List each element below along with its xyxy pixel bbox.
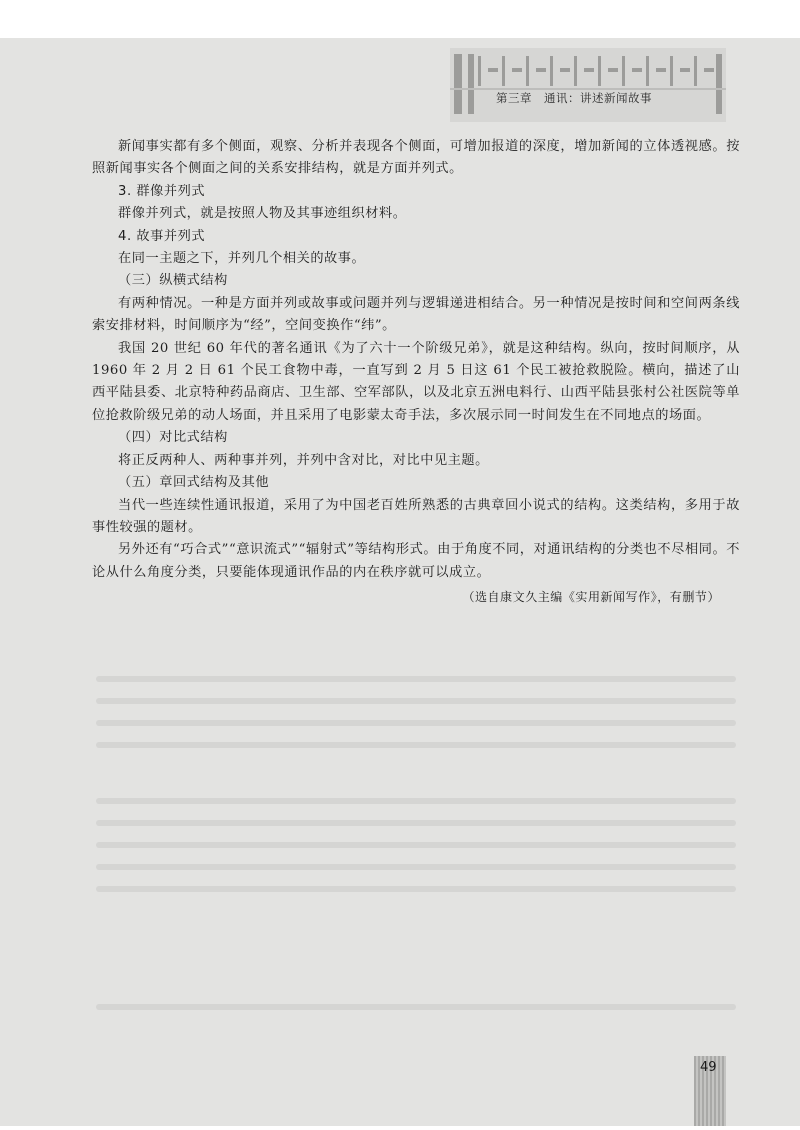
bleed-through-line (96, 720, 736, 726)
paragraph: 当代一些连续性通讯报道，采用了为中国老百姓所熟悉的古典章回小说式的结构。这类结构，多用于故事性较强的题材。 (92, 497, 740, 535)
paragraph: 新闻事实都有多个侧面，观察、分析并表现各个侧面，可增加报道的深度，增加新闻的立体透视感。按照新闻事实各个侧面之间的关系安排结构，就是方面并列式。 (92, 139, 740, 177)
bleed-through-line (96, 676, 736, 682)
paragraph: 另外还有“巧合式”“意识流式”“辐射式”等结构形式。由于角度不同，对通讯结构的分类也不尽相同。不论从什么角度分类，只要能体现通讯作品的内在秩序就可以成立。 (92, 542, 740, 580)
bleed-through-line (96, 864, 736, 870)
paragraph: 我国 20 世纪 60 年代的著名通讯《为了六十一个阶级兄弟》，就是这种结构。纵向，按时间顺序，从 1960 年 2 月 2 日 61 个民工食物中毒，一直写到 2 月 5 日这 61 个民工被抢救脱险。横向，描述了山西平陆县委、北京特种药品商店、卫生部、空军部队，以及北京五洲电料行、山西平陆县张村公社医院等单位抢救阶级兄弟的动人场面，并且采用了电影蒙太奇手法，多次展示同一时间发生在不同地点的场面。 (92, 340, 740, 423)
bleed-through-line (96, 742, 736, 748)
section-heading: （五）章回式结构及其他 (118, 475, 270, 491)
paragraph: 有两种情况。一种是方面并列或故事或问题并列与逻辑递进相结合。另一种情况是按时间和空间两条线索安排材料，时间顺序为“经”，空间变换作“纬”。 (92, 295, 740, 334)
page-number: 49 (700, 1060, 717, 1075)
section-heading: （三）纵横式结构 (118, 273, 228, 289)
source-citation: （选自康文久主编《实用新闻写作》，有删节） (462, 590, 720, 605)
bleed-through-line (96, 820, 736, 826)
bleed-through-line (96, 798, 736, 804)
paragraph: 在同一主题之下，并列几个相关的故事。 (118, 251, 366, 267)
section-heading: 3. 群像并列式 (118, 183, 206, 199)
bleed-through-line (96, 698, 736, 704)
header-decoration (450, 48, 726, 122)
section-heading: （四）对比式结构 (118, 430, 228, 446)
section-heading: 4. 故事并列式 (118, 228, 206, 244)
paragraph: 群像并列式，就是按照人物及其事迹组织材料。 (118, 206, 407, 222)
paragraph: 将正反两种人、两种事并列，并列中含对比，对比中见主题。 (118, 452, 489, 468)
bleed-through-line (96, 1004, 736, 1010)
article-body (92, 136, 740, 609)
bleed-through-line (96, 842, 736, 848)
bleed-through-line (96, 886, 736, 892)
book-page (0, 38, 800, 1126)
chapter-header: 第三章 通讯：讲述新闻故事 (496, 91, 652, 105)
